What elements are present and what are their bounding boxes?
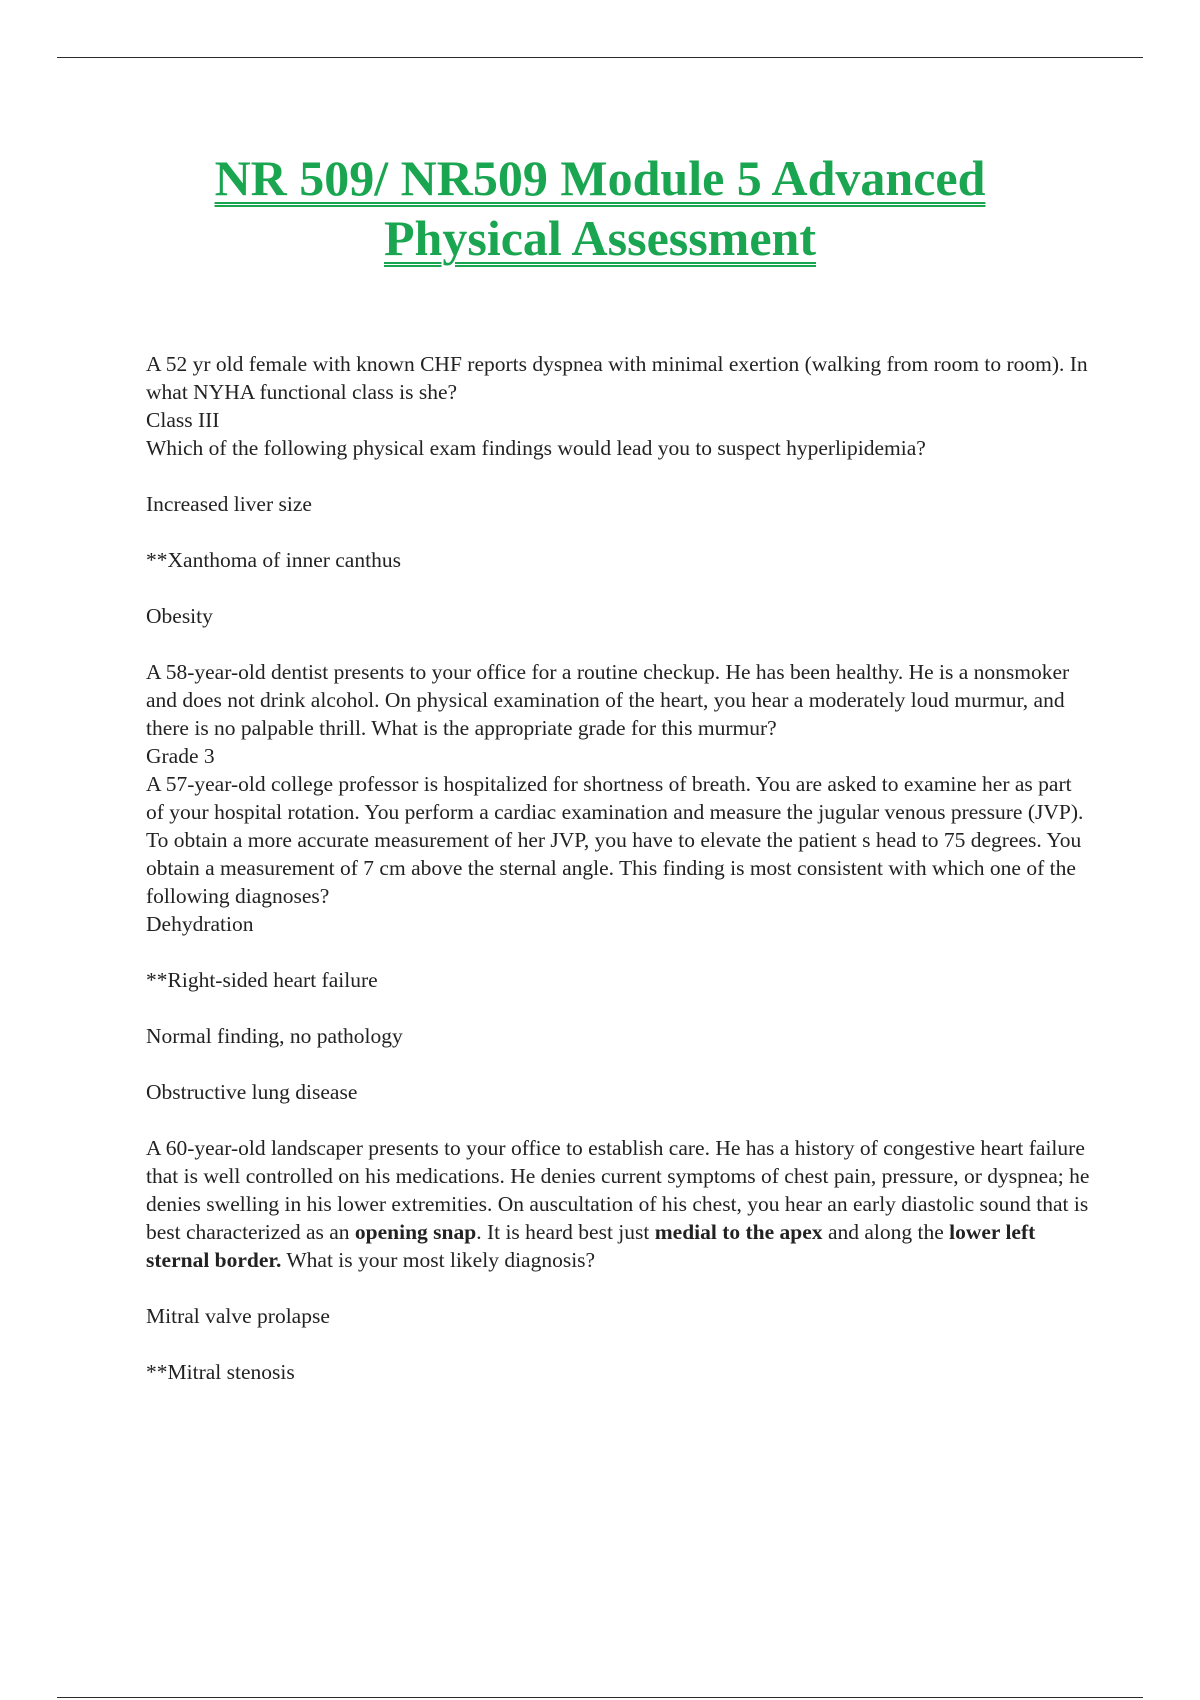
question-1: A 52 yr old female with known CHF reports dyspnea with minimal exertion (walking from room to room). In what NYHA functional class is she? [146,352,1088,404]
option-5-1: Mitral valve prolapse [146,1304,330,1328]
question-5 [146,1134,1090,1274]
document-title [100,148,1100,268]
top-rule [57,57,1143,58]
document-body [146,350,1090,1386]
question-5-text-4: What is your most likely diagnosis? [281,1248,596,1272]
bottom-rule [57,1697,1143,1698]
question-5-text-3: and along the [822,1220,950,1244]
question-5-bold-1: opening snap [354,1220,477,1244]
option-4-3: Normal finding, no pathology [146,1024,403,1048]
option-2-2: **Xanthoma of inner canthus [146,548,401,572]
question-4: A 57-year-old college professor is hospitalized for shortness of breath. You are asked to examine her as part of your hospital rotation. You perform a cardiac examination and measure the jugular venous pressure (JVP). To obtain a more accurate measurement of her JVP, you have to elevate the patient s head to 75 degrees. You obtain a measurement of 7 cm above the sternal angle. This finding is most consistent with which one of the following diagnoses? [146,772,1084,908]
question-2: Which of the following physical exam findings would lead you to suspect hyperlipidemia? [146,436,926,460]
option-4-4: Obstructive lung disease [146,1080,358,1104]
answer-1: Class III [146,408,220,432]
option-5-2: **Mitral stenosis [146,1360,295,1384]
question-3: A 58-year-old dentist presents to your office for a routine checkup. He has been healthy. He is a nonsmoker and does not drink alcohol. On physical examination of the heart, you hear a moderately loud murmur, and there is no palpable thrill. What is the appropriate grade for this murmur? [146,660,1070,740]
question-5-text-2: . It is heard best just [476,1220,655,1244]
question-5-bold-3: lower left sternal border. [146,1220,1036,1272]
answer-3: Grade 3 [146,744,215,768]
title-line-1: NR 509/ NR509 Module 5 Advanced [214,150,986,206]
option-4-1: Dehydration [146,912,254,936]
option-2-3: Obesity [146,604,213,628]
option-4-2: **Right-sided heart failure [146,968,378,992]
question-5-bold-2: medial to the apex [654,1220,823,1244]
option-2-1: Increased liver size [146,492,312,516]
question-5-text-1: A 60-year-old landscaper presents to your office to establish care. He has a history of congestive heart failure that is well controlled on his medications. He denies current symptoms of chest pain, pressure, or dyspnea; he denies swelling in his lower extremities. On auscultation of his chest, you hear an early diastolic sound that is best characterized as an [146,1136,1090,1244]
title-line-2: Physical Assessment [384,210,816,266]
